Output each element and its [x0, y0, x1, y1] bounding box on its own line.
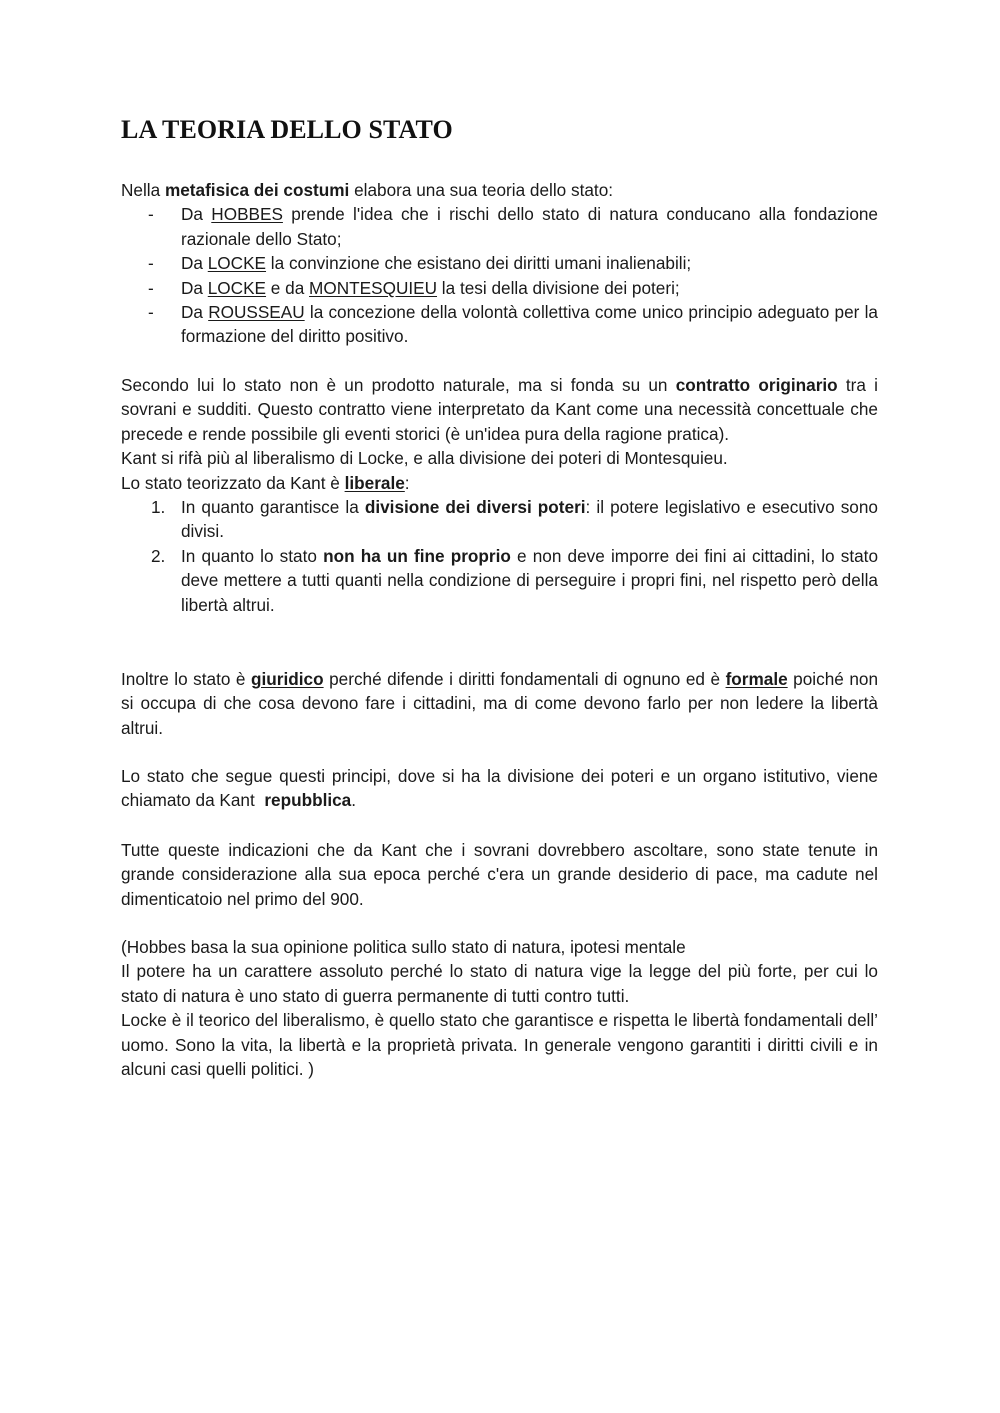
list-item [121, 544, 878, 617]
paragraph-text: : [404, 472, 410, 493]
juridical-paragraph [121, 667, 878, 740]
list-item-text: Da [181, 253, 208, 274]
contract-paragraph [121, 373, 878, 446]
liberalism-line: Kant si rifà più al liberalismo di Locke, e alla divisione dei poteri di Montesquieu. [121, 448, 728, 469]
paragraph-text: Secondo lui lo stato non è un prodotto naturale, ma si fonda su un [121, 375, 676, 395]
number-marker: 2. [151, 545, 166, 566]
page-title: LA TEORIA DELLO STATO [121, 115, 453, 144]
philosopher-name: LOCKE [207, 277, 267, 298]
republic-paragraph [121, 764, 883, 813]
list-item [121, 300, 878, 349]
notes-section [121, 935, 878, 1081]
bullet-marker: - [148, 277, 154, 298]
philosopher-name: HOBBES [211, 204, 283, 225]
reasons-list [121, 495, 878, 617]
liberal-line [121, 471, 878, 495]
list-item [121, 251, 878, 275]
list-item [121, 276, 878, 300]
reason-bold: non ha un fine proprio [323, 545, 511, 566]
list-item [121, 495, 878, 544]
republic-section [121, 764, 883, 813]
paragraph-text: Lo stato teorizzato da Kant è [121, 472, 345, 493]
juridical-section [121, 667, 878, 740]
peace-paragraph: Tutte queste indicazioni che da Kant che i sovrani dovrebbero ascoltare, sono state tenute in grande considerazione alla sua epoca perché c'era un grande desiderio di pace, ma cadute nel dimenticatoio nel primo del 900. [121, 840, 878, 909]
philosopher-name: ROUSSEAU [208, 302, 305, 323]
list-item-text: e da [266, 277, 310, 298]
list-item-text: In quanto garantisce la [181, 497, 365, 518]
intro-text-end: elabora una sua teoria dello stato: [349, 180, 614, 200]
paragraph-text: Lo stato che segue questi principi, dove si ha la divisione dei poteri e un organo istitutivo, viene chiamato da Kant [121, 766, 883, 811]
reason-bold: divisione dei diversi poteri [364, 497, 586, 518]
paragraph-text: . [351, 790, 357, 811]
list-item [121, 202, 878, 251]
list-item-text: prende l'idea che i rischi dello stato di natura conducano alla fondazione razionale dello Stato; [181, 204, 878, 249]
list-item-text: Da [181, 204, 212, 225]
list-item-text: Da [181, 277, 208, 298]
republic-bold: repubblica [264, 790, 352, 811]
list-item-text: In quanto lo stato [181, 545, 324, 566]
intro-bold: metafisica dei costumi [164, 180, 350, 200]
peace-section [121, 838, 878, 911]
bullet-marker: - [148, 302, 154, 323]
notes-line: Locke è il teorico del liberalismo, è quello stato che garantisce e rispetta le libertà fondamentali dell’ uomo. Sono la vita, la libertà e la proprietà privata. In generale vengono garantiti i diritti civili e in alcuni casi quelli politici. ) [121, 1010, 878, 1080]
paragraph-text: tra i sovrani e sudditi. Questo contratto viene interpretato da Kant come una necessità concettuale che precede e rende possibile gli eventi storici (è un'idea pura della ragione pratica). [121, 375, 878, 444]
intro-text: Nella [121, 180, 165, 200]
bullet-marker: - [148, 253, 154, 274]
list-item-text: la convinzione che esistano dei diritti umani inalienabili; [266, 253, 692, 274]
contract-section [121, 373, 878, 617]
intro-section [121, 178, 878, 349]
list-item-text: la concezione della volontà collettiva come unico principio adeguato per la formazione del diritto positivo. [181, 302, 878, 347]
formale-bold: formale [725, 669, 788, 689]
influences-list [121, 202, 878, 348]
list-item-text: : il potere legislativo e esecutivo sono divisi. [181, 497, 878, 542]
list-item-text: la tesi della divisione dei poteri; [437, 277, 680, 298]
paragraph-text: poiché non si occupa di che cosa devono fare i cittadini, ma di come devono farlo per non ledere la libertà altrui. [121, 669, 878, 738]
liberale-bold: liberale [344, 472, 405, 493]
notes-line: Il potere ha un carattere assoluto perché lo stato di natura vige la legge del più forte, per cui lo stato di natura è uno stato di guerra permanente di tutti contro tutti. [121, 961, 878, 1006]
paragraph-text: perché difende i diritti fondamentali di ognuno ed è [323, 669, 726, 689]
contract-bold: contratto originario [675, 375, 838, 395]
notes-line: (Hobbes basa la sua opinione politica sullo stato di natura, ipotesi mentale [121, 937, 686, 957]
philosopher-name: MONTESQUIEU [309, 277, 438, 298]
intro-paragraph [121, 178, 878, 202]
number-marker: 1. [151, 497, 166, 518]
list-item-text: e non deve imporre dei fini ai cittadini, lo stato deve mettere a tutti quanti nella condizione di perseguire i propri fini, nel rispetto però della libertà altrui. [181, 545, 879, 615]
philosopher-name: LOCKE [207, 253, 267, 274]
giuridico-bold: giuridico [251, 669, 324, 689]
paragraph-text: Inoltre lo stato è [121, 669, 252, 689]
list-item-text: Da [181, 302, 209, 323]
bullet-marker: - [148, 204, 154, 225]
